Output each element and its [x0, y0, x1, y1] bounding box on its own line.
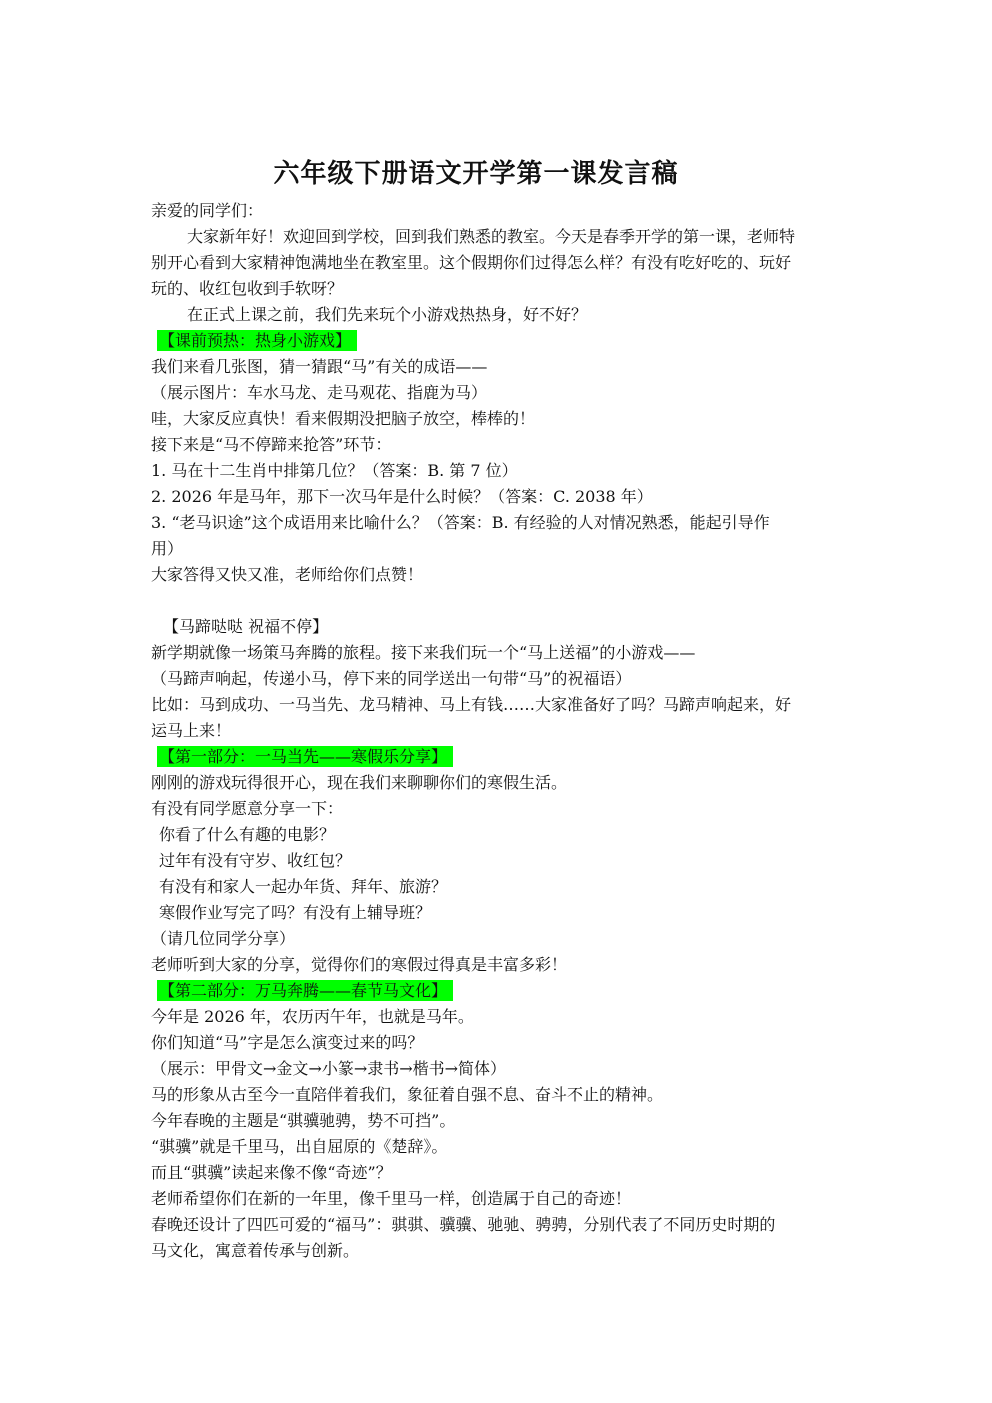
intro-line: 在正式上课之前，我们先来玩个小游戏热热身，好不好？ [187, 305, 588, 324]
paragraph-line: 你们知道“马”字是怎么演变过来的吗？ [151, 1033, 424, 1052]
quiz-item: 3. “老马识途”这个成语用来比喻什么？（答案：B. 有经验的人对情况熟悉，能起引导作 [151, 513, 770, 532]
section-heading-part-two [151, 978, 851, 1004]
question-item: 你看了什么有趣的电影？ [159, 825, 336, 844]
paragraph-line: 老师希望你们在新的一年里，像千里马一样，创造属于自己的奇迹！ [151, 1189, 632, 1208]
paragraph-line: 哇，大家反应真快！看来假期没把脑子放空，棒棒的！ [151, 409, 536, 428]
paragraph-line: 比如：马到成功、一马当先、龙马精神、马上有钱……大家准备好了吗？马蹄声响起来，好 [151, 695, 792, 714]
question-item: 寒假作业写完了吗？有没有上辅导班？ [159, 903, 432, 922]
quiz-item: 2. 2026 年是马年，那下一次马年是什么时候？（答案：C. 2038 年） [151, 487, 653, 506]
paragraph-line: 接下来是“马不停蹄来抢答”环节： [151, 435, 392, 454]
paragraph-line: （展示图片：车水马龙、走马观花、指鹿为马） [151, 383, 488, 402]
paragraph-line: 有没有同学愿意分享一下： [151, 799, 344, 818]
section-heading-warmup [151, 328, 851, 354]
paragraph-line: “骐骥”就是千里马，出自屈原的《楚辞》。 [151, 1137, 448, 1156]
highlighted-heading: 【第一部分：一马当先——寒假乐分享】 [157, 746, 453, 767]
paragraph-line: （马蹄声响起，传递小马，停下来的同学送出一句带“马”的祝福语） [151, 669, 632, 688]
paragraph-line: 大家答得又快又准，老师给你们点赞！ [151, 565, 424, 584]
greeting: 亲爱的同学们： [151, 201, 264, 220]
blank-line [151, 588, 851, 614]
paragraph-line: （请几位同学分享） [151, 929, 296, 948]
paragraph-line: 春晚还设计了四匹可爱的“福马”：骐骐、骥骥、驰驰、骋骋，分别代表了不同历史时期的 [151, 1215, 776, 1234]
paragraph-line: 运马上来！ [151, 721, 232, 740]
intro-line: 别开心看到大家精神饱满地坐在教室里。这个假期你们过得怎么样？有没有吃好吃的、玩好 [151, 253, 792, 272]
section-heading-blessing: 【马蹄哒哒 祝福不停】 [163, 617, 329, 636]
quiz-item: 1. 马在十二生肖中排第几位？（答案：B. 第 7 位） [151, 461, 518, 480]
intro-line: 大家新年好！欢迎回到学校，回到我们熟悉的教室。今天是春季开学的第一课，老师特 [187, 227, 796, 246]
paragraph-line: 今年春晚的主题是“骐骥驰骋，势不可挡”。 [151, 1111, 456, 1130]
question-item: 有没有和家人一起办年货、拜年、旅游？ [159, 877, 448, 896]
paragraph-line: 马的形象从古至今一直陪伴着我们，象征着自强不息、奋斗不止的精神。 [151, 1085, 664, 1104]
paragraph-line: 老师听到大家的分享，觉得你们的寒假过得真是丰富多彩！ [151, 955, 568, 974]
paragraph-line: 我们来看几张图，猜一猜跟“马”有关的成语—— [151, 357, 488, 376]
document-title: 六年级下册语文开学第一课发言稿 [273, 159, 679, 189]
highlighted-heading: 【课前预热：热身小游戏】 [157, 330, 357, 351]
paragraph-line: （展示：甲骨文→金文→小篆→隶书→楷书→简体） [151, 1059, 507, 1078]
paragraph-line: 刚刚的游戏玩得很开心，现在我们来聊聊你们的寒假生活。 [151, 773, 568, 792]
paragraph-line: 新学期就像一场策马奔腾的旅程。接下来我们玩一个“马上送福”的小游戏—— [151, 643, 696, 662]
question-item: 过年有没有守岁、收红包？ [159, 851, 352, 870]
quiz-item-continued: 用） [151, 539, 184, 558]
section-heading-part-one [151, 744, 851, 770]
paragraph-line: 马文化，寓意着传承与创新。 [151, 1241, 360, 1260]
paragraph-line: 而且“骐骥”读起来像不像“奇迹”？ [151, 1163, 392, 1182]
document-body [151, 198, 851, 1264]
intro-line: 玩的、收红包收到手软呀？ [151, 279, 344, 298]
highlighted-heading: 【第二部分：万马奔腾——春节马文化】 [157, 980, 453, 1001]
paragraph-line: 今年是 2026 年，农历丙午年，也就是马年。 [151, 1007, 474, 1026]
